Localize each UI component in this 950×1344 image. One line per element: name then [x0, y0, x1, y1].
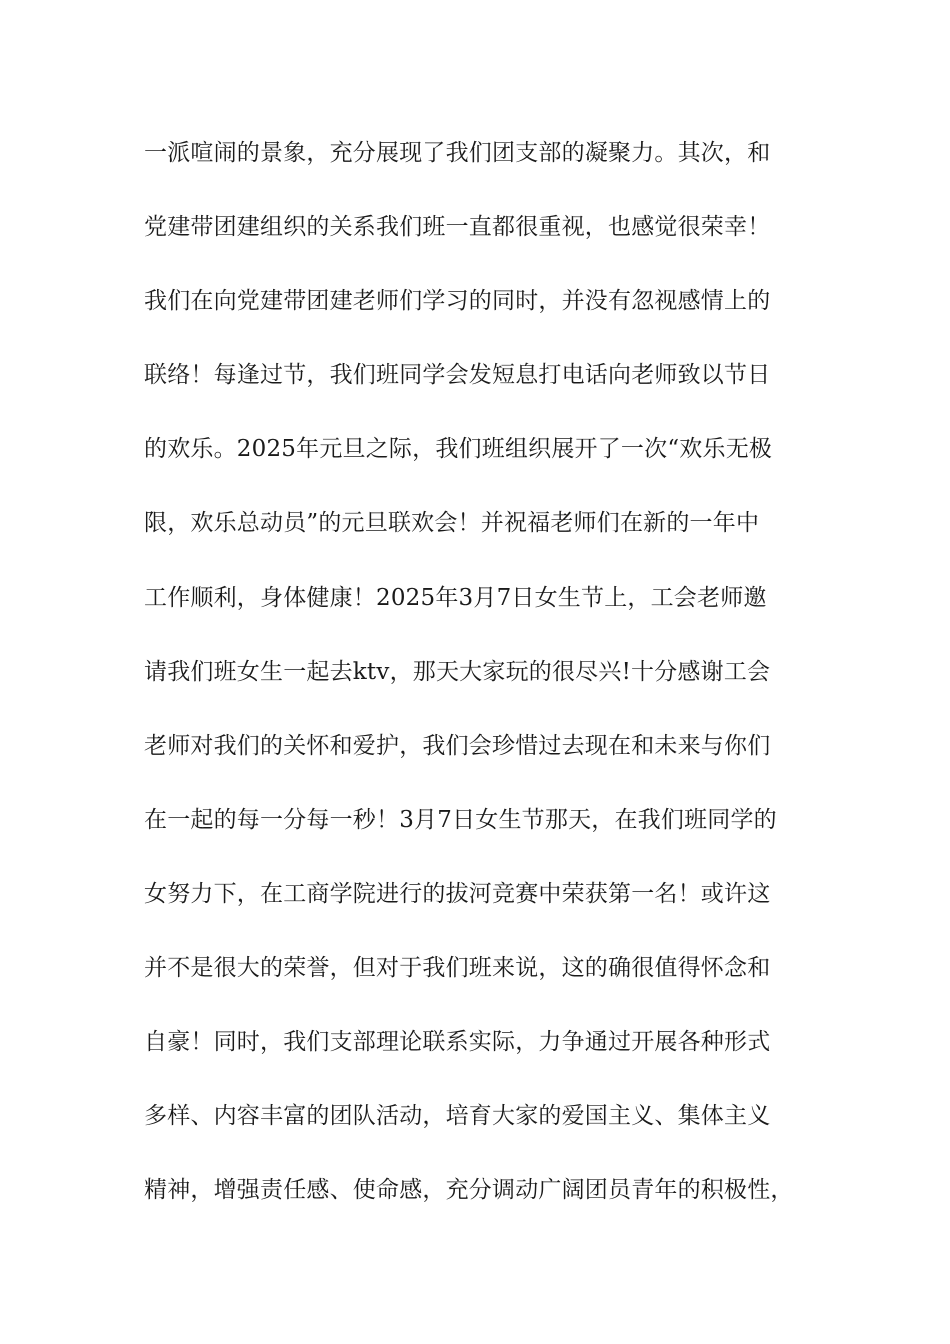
text-line: 并不是很大的荣誉，但对于我们班来说，这的确很值得怀念和 — [144, 955, 771, 982]
body-text — [144, 131, 844, 1242]
text-line: 多样、内容丰富的团队活动，培育大家的爱国主义、集体主义 — [144, 1103, 771, 1130]
text-line: 自豪！同时，我们支部理论联系实际，力争通过开展各种形式 — [144, 1029, 771, 1056]
text-line: 我们在向党建带团建老师们学习的同时，并没有忽视感情上的 — [144, 288, 771, 315]
text-line: 联络！每逢过节，我们班同学会发短息打电话向老师致以节日 — [144, 362, 771, 389]
text-line: 女努力下，在工商学院进行的拔河竞赛中荣获第一名！或许这 — [144, 880, 771, 907]
text-line: 工作顺利，身体健康！2025年3月7日女生节上，工会老师邀 — [144, 584, 767, 611]
text-line: 在一起的每一分每一秒！3月7日女生节那天，在我们班同学的 — [144, 806, 777, 833]
text-line: 限，欢乐总动员”的元旦联欢会！并祝福老师们在新的一年中 — [144, 510, 760, 537]
text-line: 精神，增强责任感、使命感，充分调动广阔团员青年的积极性， — [144, 1177, 794, 1204]
text-line: 请我们班女生一起去ktv，那天大家玩的很尽兴!十分感谢工会 — [144, 658, 771, 685]
text-line: 老师对我们的关怀和爱护，我们会珍惜过去现在和未来与你们 — [144, 732, 771, 759]
text-line: 一派喧闹的景象，充分展现了我们团支部的凝聚力。其次，和 — [144, 140, 771, 166]
text-line: 党建带团建组织的关系我们班一直都很重视，也感觉很荣幸！ — [144, 214, 771, 241]
text-line: 的欢乐。2025年元旦之际，我们班组织展开了一次“欢乐无极 — [144, 436, 773, 463]
